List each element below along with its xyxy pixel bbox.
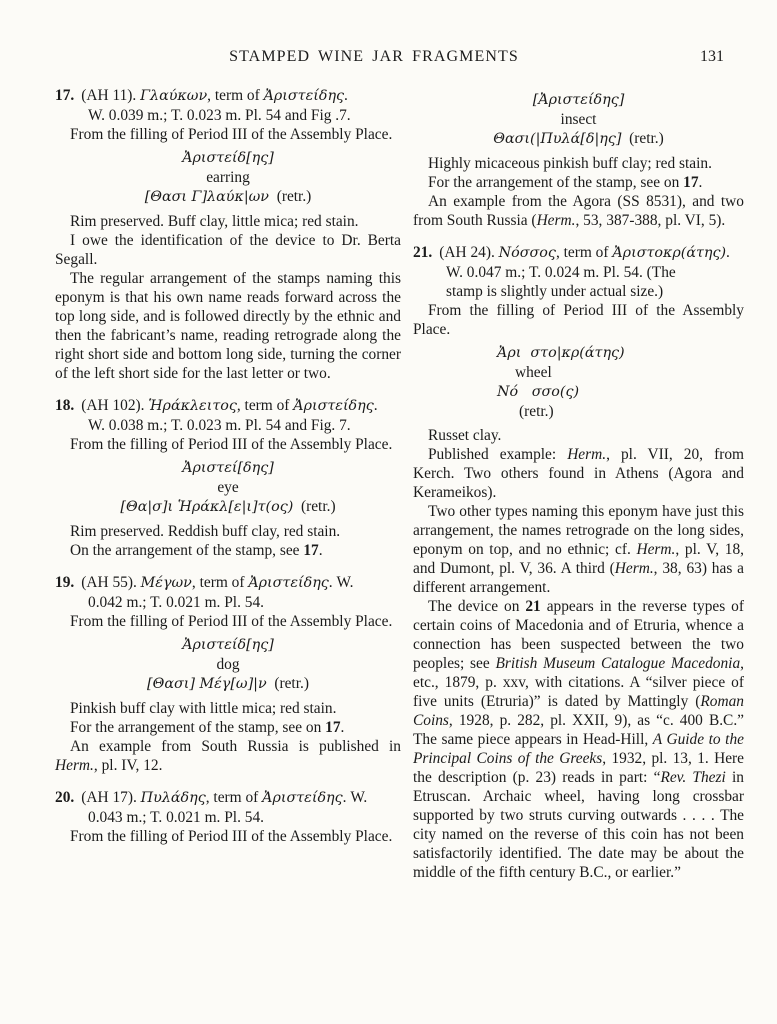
- entry-17: [55, 86, 401, 383]
- entry-18-heading: [55, 396, 401, 435]
- entry-19-paragraph: An example from South Russia is published in Herm., pl. IV, 12.: [55, 738, 401, 774]
- entry-19-heading-text: (AH 55). Μέγων, term of Ἀριστείδης. W. 0.042 m.; T. 0.021 m. Pl. 54.: [81, 574, 354, 611]
- entry-20-heading-text: (AH 17). Πυλάδης, term of Ἀριστείδης. W. 0.043 m.; T. 0.021 m. Pl. 54.: [81, 789, 368, 826]
- page-title: STAMPED WINE JAR FRAGMENTS: [229, 48, 519, 65]
- entry-20-paragraph: For the arrangement of the stamp, see on 17.: [428, 174, 703, 191]
- page-number: 131: [700, 48, 724, 65]
- entry-18: [55, 396, 401, 560]
- entry-17-paragraph: The regular arrangement of the stamps naming this eponym is that his own name reads forward across the top long side, and is followed directly by the ethnic and then the fabricant’s name, reading retrograde along the right short side and bottom long side, turning the corner of the left short side for the last letter or two.: [55, 270, 401, 382]
- entry-21-paragraph: Russet clay.: [428, 427, 502, 444]
- entry-21-number: 21.: [413, 244, 433, 261]
- entry-21-paragraph: Published example: Herm., pl. VII, 20, from Kerch. Two others found in Athens (Agora and Kerameikos).: [413, 446, 744, 501]
- entry-18-number: 18.: [55, 397, 75, 414]
- left-column: [55, 86, 401, 882]
- entry-21-paragraph: The device on 21 appears in the reverse types of certain coins of Macedonia and of Etruria, whence a connection has been suspected between the two peoples; see British Museum Catalogue Macedonia, etc., 1879, p. xxv, with citations. A “silver piece of five units (Etruria)” is dated by Mattingly (Roman Coins, 1928, p. 282, pl. XXII, 9), as “c. 400 B.C.” The same piece appears in Head-Hill, A Guide to the Principal Coins of the Greeks, 1932, pl. 13, 1. Here the description (p. 23) reads in part: “Rev. Thezi in Etruscan. Archaic wheel, having long crossbar supported by two struts curving outwards . . . . The city named on the reverse of this coin has not been satisfactorily identified. The date may be about the middle of the fifth century B.C., or earlier.”: [413, 598, 745, 881]
- stamp-text-line: [Θασι Γ]λαύκ|ων (retr.): [144, 188, 312, 205]
- entry-21: [413, 243, 744, 882]
- stamp-device-label: dog: [216, 656, 240, 673]
- entry-19-stamp: [55, 635, 401, 694]
- entry-20-stamp: [413, 90, 744, 149]
- entry-17-paragraph: Rim preserved. Buff clay, little mica; red stain.: [70, 213, 359, 230]
- stamp-retr-label: (retr.): [519, 403, 554, 420]
- entry-20-heading: [55, 788, 401, 827]
- entry-20-number: 20.: [55, 789, 75, 806]
- entry-20-paragraph: An example from the Agora (SS 8531), and two from South Russia (Herm., 53, 387-388, pl. VI, 5).: [413, 193, 744, 229]
- entry-17-heading-text: (AH 11). Γλαύκων, term of Ἀριστείδης. W. 0.039 m.; T. 0.023 m. Pl. 54 and Fig .7.: [81, 87, 351, 124]
- entry-20-provenance: From the filling of Period III of the Assembly Place.: [70, 828, 393, 845]
- stamp-device-label: eye: [217, 479, 239, 496]
- entry-17-paragraph: I owe the identification of the device to Dr. Berta Segall.: [55, 232, 401, 268]
- stamp-text-line: Νό σσο(ς): [497, 384, 580, 400]
- entry-18-paragraph: Rim preserved. Reddish buff clay, red stain.: [70, 523, 341, 540]
- stamp-name-line: Ἀριστείδ[ης]: [182, 150, 274, 166]
- entry-19: [55, 573, 401, 775]
- stamp-device-label: insect: [560, 111, 597, 128]
- entry-20-paragraph: Highly micaceous pinkish buff clay; red stain.: [428, 155, 712, 172]
- entry-20-continuation: [413, 90, 744, 230]
- entry-21-stamp: [497, 343, 744, 421]
- entry-19-number: 19.: [55, 574, 75, 591]
- running-head: [0, 47, 777, 69]
- stamp-name-line: Ἀρι στο|κρ(άτης): [497, 345, 625, 361]
- entry-17-number: 17.: [55, 87, 75, 104]
- right-column: [413, 86, 744, 882]
- entry-18-provenance: From the filling of Period III of the Assembly Place.: [70, 436, 393, 453]
- entry-20: [55, 788, 401, 846]
- entry-19-paragraph: Pinkish buff clay with little mica; red stain.: [70, 700, 337, 717]
- stamp-device-label: wheel: [515, 364, 552, 381]
- entry-21-provenance: From the filling of Period III of the Assembly Place.: [413, 302, 744, 338]
- entry-17-stamp: [55, 148, 401, 207]
- entry-18-paragraph: On the arrangement of the stamp, see 17.: [70, 542, 323, 559]
- stamp-text-line: Θασι(|Πυλά[δ|ης] (retr.): [493, 130, 664, 147]
- text-columns: [55, 86, 744, 882]
- stamp-name-line: Ἀριστείδ[ης]: [182, 637, 274, 653]
- entry-21-heading-text: (AH 24). Νόσσος, term of Ἀριστοκρ(άτης). W. 0.047 m.; T. 0.024 m. Pl. 54. (The stamp is slightly under actual size.): [439, 244, 730, 300]
- stamp-text-line: [Θα|σ]ι Ἡράκλ[ε|ι]τ(ος) (retr.): [120, 498, 336, 515]
- entry-19-paragraph: For the arrangement of the stamp, see on 17.: [70, 719, 345, 736]
- stamp-name-line: Ἀριστεί[δης]: [182, 460, 274, 476]
- entry-21-paragraph: Two other types naming this eponym have just this arrangement, the names retrograde on the long sides, eponym on top, and no ethnic; cf. Herm., pl. V, 18, and Dumont, pl. V, 36. A third (Herm., 38, 63) has a different arrangement.: [413, 503, 744, 596]
- stamp-text-line: [Θασι] Μέγ[ω]|ν (retr.): [147, 675, 309, 692]
- entry-17-heading: [55, 86, 401, 125]
- entry-17-provenance: From the filling of Period III of the Assembly Place.: [70, 126, 393, 143]
- entry-21-heading: [413, 243, 744, 301]
- entry-18-heading-text: (AH 102). Ἡράκλειτος, term of Ἀριστείδης. W. 0.038 m.; T. 0.023 m. Pl. 54 and Fig. 7.: [81, 397, 378, 434]
- entry-18-stamp: [55, 458, 401, 517]
- entry-19-heading: [55, 573, 401, 612]
- stamp-device-label: earring: [206, 169, 250, 186]
- stamp-name-line: [Ἀριστείδης]: [532, 92, 625, 108]
- entry-19-provenance: From the filling of Period III of the Assembly Place.: [70, 613, 393, 630]
